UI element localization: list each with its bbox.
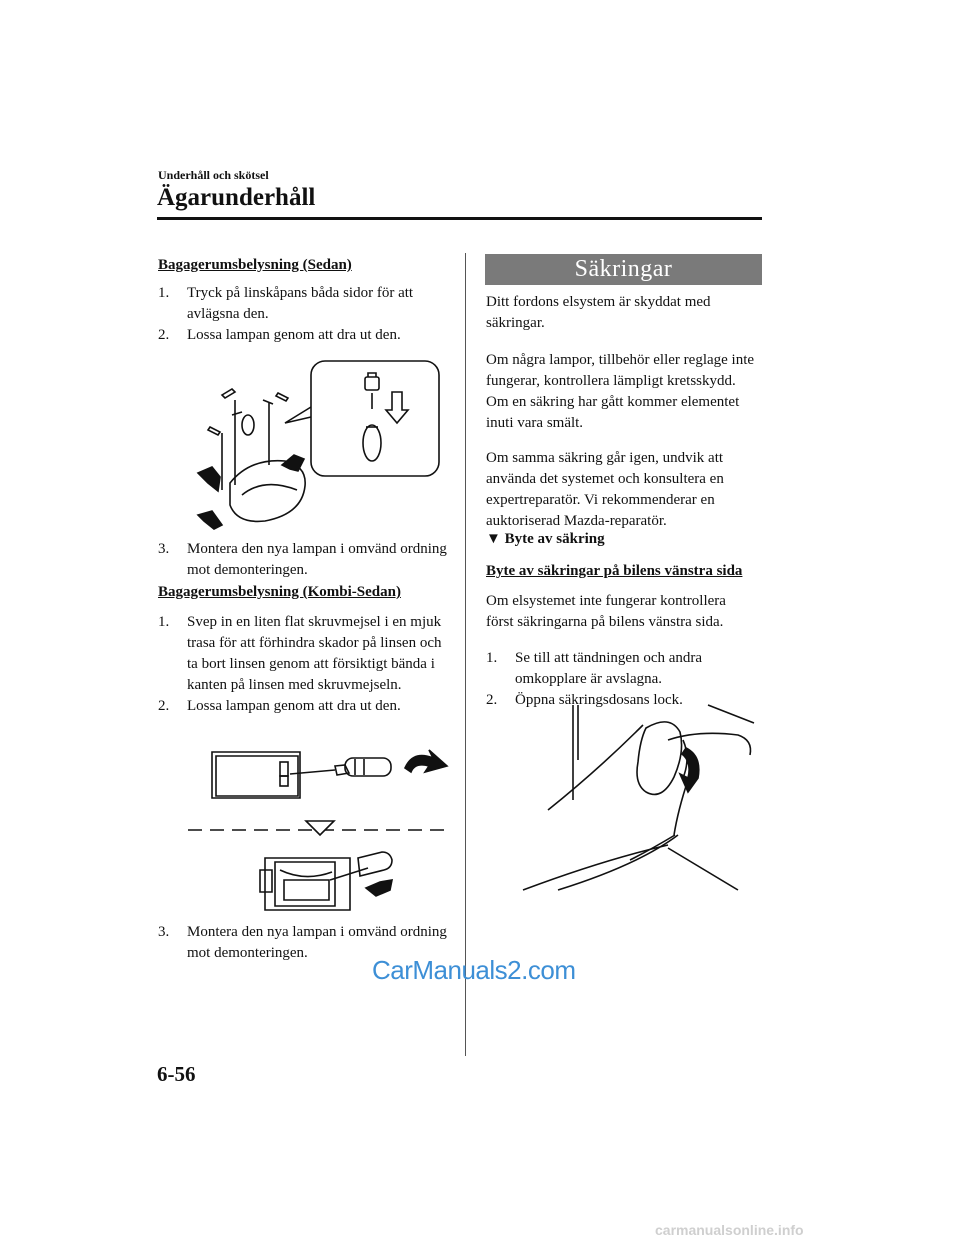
list-item: 3. Montera den nya lampan i omvänd ordning mot demonteringen.: [158, 924, 447, 961]
list-item: 1. Se till att tändningen och andra omkopplare är avslagna.: [486, 650, 703, 687]
list-item: 1. Svep in en liten flat skruvmejsel i en mjuk trasa för att förhindra skador på linsen och ta bort linsen genom att försiktigt bända i kanten på linsen med skruvmejseln.: [158, 614, 442, 693]
left-side-intro: Om elsystemet inte fungerar kontrollera först säkringarna på bilens vänstra sida.: [486, 593, 726, 630]
page-number: 6-56: [157, 1062, 196, 1086]
list-item: 2. Lossa lampan genom att dra ut den.: [158, 698, 401, 714]
sedan-heading: Bagagerumsbelysning (Sedan): [158, 257, 352, 273]
left-side-heading: Byte av säkringar på bilens vänstra sida: [486, 563, 743, 579]
triangle-marker-icon: ▼: [486, 531, 501, 547]
watermark-logo: CarManuals2.com: [372, 955, 576, 985]
sedan-steps: [158, 283, 448, 346]
fusebox-illustration: [518, 700, 768, 900]
page-title: Ägarunderhåll: [157, 184, 316, 211]
section-banner: Säkringar: [485, 254, 762, 285]
list-item: 2. Öppna säkringsdosans lock.: [486, 692, 683, 708]
intro-paragraph: Ditt fordons elsystem är skyddat med säkringar.: [486, 294, 711, 331]
list-item: 2. Lossa lampan genom att dra ut den.: [158, 327, 401, 343]
kombi-heading: Bagagerumsbelysning (Kombi-Sedan): [158, 584, 401, 600]
list-item: 3. Montera den nya lampan i omvänd ordning mot demonteringen.: [158, 541, 447, 578]
fault-paragraph: Om några lampor, tillbehör eller reglage inte fungerar, kontrollera lämpligt kretsskydd. Om en säkring har gått kommer elementet inuti vara smält.: [486, 352, 755, 431]
sedan-lamp-illustration: [190, 355, 445, 530]
list-item: 1. Tryck på linskåpans båda sidor för att avlägsna den.: [158, 285, 414, 322]
column-divider: [465, 253, 466, 1056]
breadcrumb: Underhåll och skötsel: [158, 168, 269, 182]
kombi-lens-illustration: [180, 740, 455, 922]
sedan-step-3: [158, 539, 448, 581]
warning-paragraph: Om samma säkring går igen, undvik att använda det systemet och konsultera en expertreparatör. Vi rekommenderar en auktoriserad Mazda-reparatör.: [486, 450, 724, 529]
header-rule: [157, 217, 762, 220]
subsection-heading: ▼ Byte av säkring: [486, 531, 605, 547]
footer-watermark: carmanualsonline.info: [655, 1222, 804, 1238]
kombi-steps: [158, 612, 448, 717]
